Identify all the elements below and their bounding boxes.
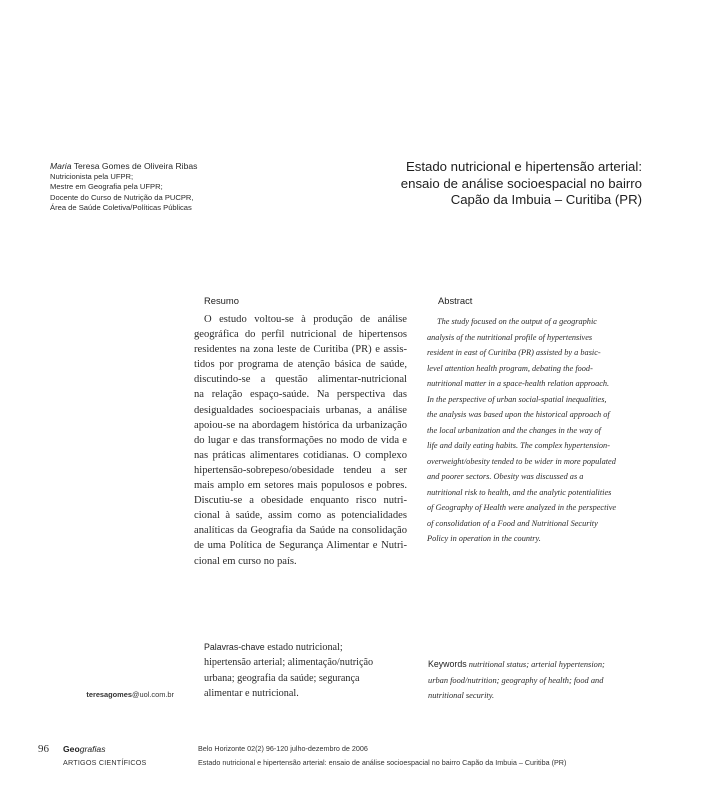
author-affiliation: Mestre em Geografia pela UFPR; <box>50 182 163 192</box>
abstract-line: nutritional risk to health, and the analytic potentialities <box>427 487 612 497</box>
abstract-heading: Abstract <box>438 295 473 306</box>
author-affiliation: Área de Saúde Coletiva/Políticas Públicas <box>50 202 192 212</box>
resumo-line: O estudo voltou-se à produção de análise <box>204 314 407 325</box>
resumo-line: mais amplo em setores mais populosos e pobres. <box>194 480 407 492</box>
abstract-line: In the perspective of urban social-spatial inequalities, <box>427 394 607 404</box>
resumo-line: Discutiu-se a obesidade enquanto risco nutri- <box>194 495 407 507</box>
abstract-line: Policy in operation in the country. <box>427 534 541 543</box>
abstract-line: the analysis was based upon the historical approach of <box>427 410 610 419</box>
resumo-line: hipertensão-sobrepeso/obesidade tendeu a ser <box>194 464 407 476</box>
abstract-line: nutritional matter in a space-health relation approach. <box>427 379 610 388</box>
abstract-line: The study focused on the output of a geographic <box>437 317 597 326</box>
keywords-label: Keywords <box>428 659 467 669</box>
resumo-line: discutindo-se a questão alimentar-nutricional <box>194 374 407 386</box>
resumo-line: desigualdades socioespaciais urbanas, a análise <box>194 404 407 416</box>
author-name: Maria Teresa Gomes de Oliveira Ribas <box>50 161 198 171</box>
page-number: 96 <box>38 743 49 755</box>
keywords-line: Keywords nutritional status; arterial hypertension; <box>428 659 605 669</box>
author-affiliation: Nutricionista pela UFPR; <box>50 172 134 182</box>
resumo-heading: Resumo <box>204 295 239 306</box>
resumo-line: cional à saúde, assim como as potencialidades <box>194 510 407 522</box>
palavras-chave-line: alimentar e nutricional. <box>204 687 299 699</box>
author-email: teresagomes@uol.com.br <box>86 690 174 699</box>
resumo-line: nas práticas alimentares cotidianas. O complexo <box>194 449 407 461</box>
resumo-line: analíticas da Geografia da Saúde na consolidação <box>194 525 407 537</box>
title-line: ensaio de análise socioespacial no bairro <box>400 175 642 191</box>
journal-name: Geografias <box>63 744 106 754</box>
resumo-line: na relação espaço-saúde. Na perspectiva das <box>194 389 407 401</box>
abstract-body <box>427 314 638 547</box>
abstract-line: of Geography of Health were analyzed in the perspective <box>427 503 617 512</box>
title-line: Capão da Imbuia – Curitiba (PR) <box>450 192 642 208</box>
abstract-line: of consolidation of a Food and Nutritional Security <box>427 518 598 528</box>
resumo-line: de uma Política de Segurança Alimentar e Nutri- <box>194 540 407 552</box>
title-line: Estado nutricional e hipertensão arterial: <box>405 159 642 174</box>
palavras-chave-block <box>204 640 414 701</box>
resumo-line: apoiou-se na abordagem histórica da urbanização <box>194 419 407 431</box>
resumo-line: residentes na zona leste de Curitiba (PR) e assis- <box>194 344 407 356</box>
abstract-line: overweight/obesity tended to be wider in more populated <box>427 456 616 466</box>
keywords-line: urban food/nutrition; geography of health; food and <box>428 675 604 685</box>
resumo-line: tidos por programa de atenção básica de saúde, <box>194 359 407 371</box>
abstract-line: analysis of the nutritional profile of hypertensives <box>427 332 593 342</box>
resumo-body <box>194 312 407 569</box>
author-affiliation: Docente do Curso de Nutrição da PUCPR, <box>50 192 194 202</box>
keywords-block <box>428 657 643 704</box>
abstract-line: level attention health program, debating the food- <box>427 363 593 373</box>
palavras-chave-line: urbana; geografia da saúde; segurança <box>204 672 360 684</box>
resumo-line: geográfica do perfil nutricional de hipertensos <box>194 329 407 341</box>
palavras-chave-label: Palavras-chave <box>204 642 265 652</box>
publication-info: Belo Horizonte 02(2) 96-120 julho-dezembro de 2006 <box>198 744 368 753</box>
article-title <box>312 159 642 209</box>
resumo-line: do lugar e das transformações no modo de vida e <box>194 434 407 446</box>
resumo-line: cional em curso no país. <box>194 555 297 567</box>
author-block <box>50 161 300 213</box>
abstract-line: and poorer sectors. Obesity was discussed as a <box>427 472 584 481</box>
abstract-line: life and daily eating habits. The complex hypertension- <box>427 441 610 450</box>
keywords-line: nutritional security. <box>428 691 495 701</box>
palavras-chave-line: Palavras-chave estado nutricional; <box>204 642 343 653</box>
running-title: Estado nutricional e hipertensão arterial: ensaio de análise socioespacial no bairro Capão da Imbuia – Curitiba (PR) <box>198 758 567 767</box>
palavras-chave-line: hipertensão arterial; alimentação/nutrição <box>204 657 374 669</box>
section-label: ARTIGOS CIENTÍFICOS <box>63 758 147 767</box>
abstract-line: resident in east of Curitiba (PR) assisted by a basic- <box>427 348 601 357</box>
abstract-line: the local urbanization and the changes in the way of <box>427 425 601 435</box>
